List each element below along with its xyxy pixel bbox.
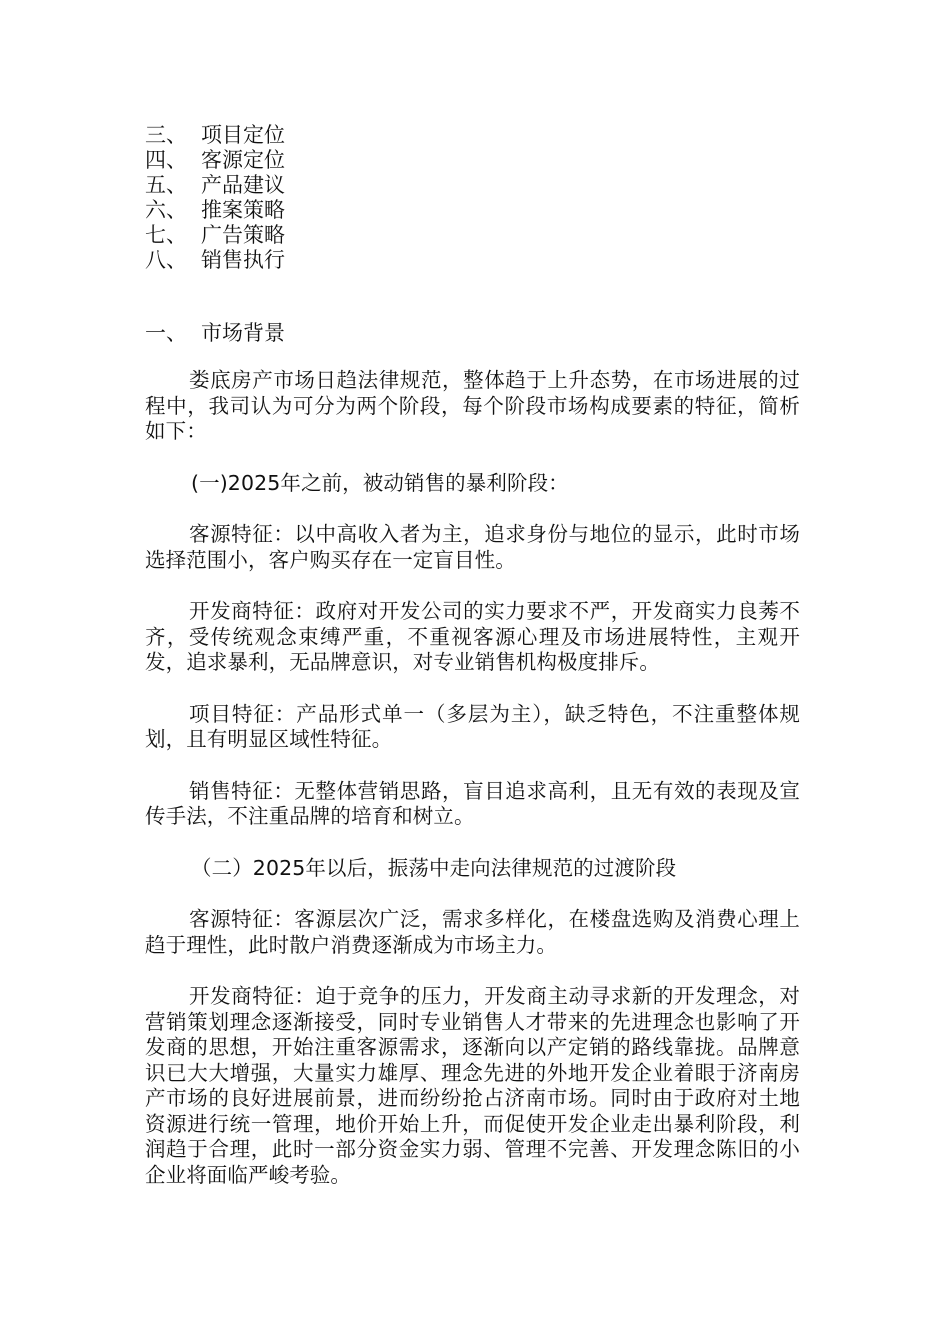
- section-heading: [145, 320, 285, 346]
- toc-item-number: 五、: [145, 173, 187, 197]
- toc-item: [145, 173, 745, 198]
- developer-features-paragraph-2: 开发商特征：迫于竞争的压力，开发商主动寻求新的开发理念，对营销策划理念逐渐接受，同时专业销售人才带来的先进理念也影响了开发商的思想，开始注重客源需求，逐渐向以产定销的路线靠拢。品牌意识已大大增强，大量实力雄厚、理念先进的外地开发企业着眼于济南房产市场的良好进展前景，进而纷纷抢占济南市场。同时由于政府对土地资源进行统一管理，地价开始上升，而促使开发企业走出暴利阶段，利润趋于合理，此时一部分资金实力弱、管理不完善、开发理念陈旧的小企业将面临严峻考验。: [145, 984, 800, 1187]
- toc-item: [145, 148, 745, 173]
- document-body: [145, 368, 800, 1214]
- client-features-paragraph-2: 客源特征：客源层次广泛，需求多样化，在楼盘选购及消费心理上趋于理性，此时散户消费逐渐成为市场主力。: [145, 907, 800, 957]
- client-features-paragraph: 客源特征：以中高收入者为主，追求身份与地位的显示，此时市场选择范围小，客户购买存在一定盲目性。: [145, 522, 800, 572]
- toc-item-label: 产品建议: [201, 173, 285, 197]
- toc-item-number: 三、: [145, 123, 187, 147]
- toc-item-number: 七、: [145, 223, 187, 247]
- toc-item-number: 八、: [145, 248, 187, 272]
- toc-item: [145, 123, 745, 148]
- developer-features-paragraph: 开发商特征：政府对开发公司的实力要求不严，开发商实力良莠不齐，受传统观念束缚严重，不重视客源心理及市场进展特性，主观开发，追求暴利，无品牌意识，对专业销售机构极度排斥。: [145, 599, 800, 674]
- toc-item-label: 项目定位: [201, 123, 285, 147]
- project-features-paragraph: 项目特征：产品形式单一（多层为主），缺乏特色，不注重整体规划，且有明显区域性特征。: [145, 701, 800, 751]
- toc-item: [145, 198, 745, 223]
- toc-item: [145, 223, 745, 248]
- section-number: 一、: [145, 321, 187, 345]
- toc-item-label: 客源定位: [201, 148, 285, 172]
- toc-item-label: 广告策略: [201, 223, 285, 247]
- toc-item-number: 六、: [145, 198, 187, 222]
- toc-item-number: 四、: [145, 148, 187, 172]
- subsection-heading-1: (一)2025年之前，被动销售的暴利阶段：: [191, 470, 569, 495]
- section-title: 市场背景: [201, 321, 285, 345]
- toc-item-label: 推案策略: [201, 198, 285, 222]
- intro-paragraph: 娄底房产市场日趋法律规范，整体趋于上升态势，在市场进展的过程中，我司认为可分为两个阶段，每个阶段市场构成要素的特征，简析如下：: [145, 368, 800, 443]
- toc-item: [145, 248, 745, 273]
- subsection-heading-2: （二）2025年以后，振荡中走向法律规范的过渡阶段: [191, 855, 677, 880]
- toc-item-label: 销售执行: [201, 248, 285, 272]
- table-of-contents: [145, 123, 745, 273]
- sales-features-paragraph: 销售特征：无整体营销思路，盲目追求高利，且无有效的表现及宣传手法，不注重品牌的培育和树立。: [145, 778, 800, 828]
